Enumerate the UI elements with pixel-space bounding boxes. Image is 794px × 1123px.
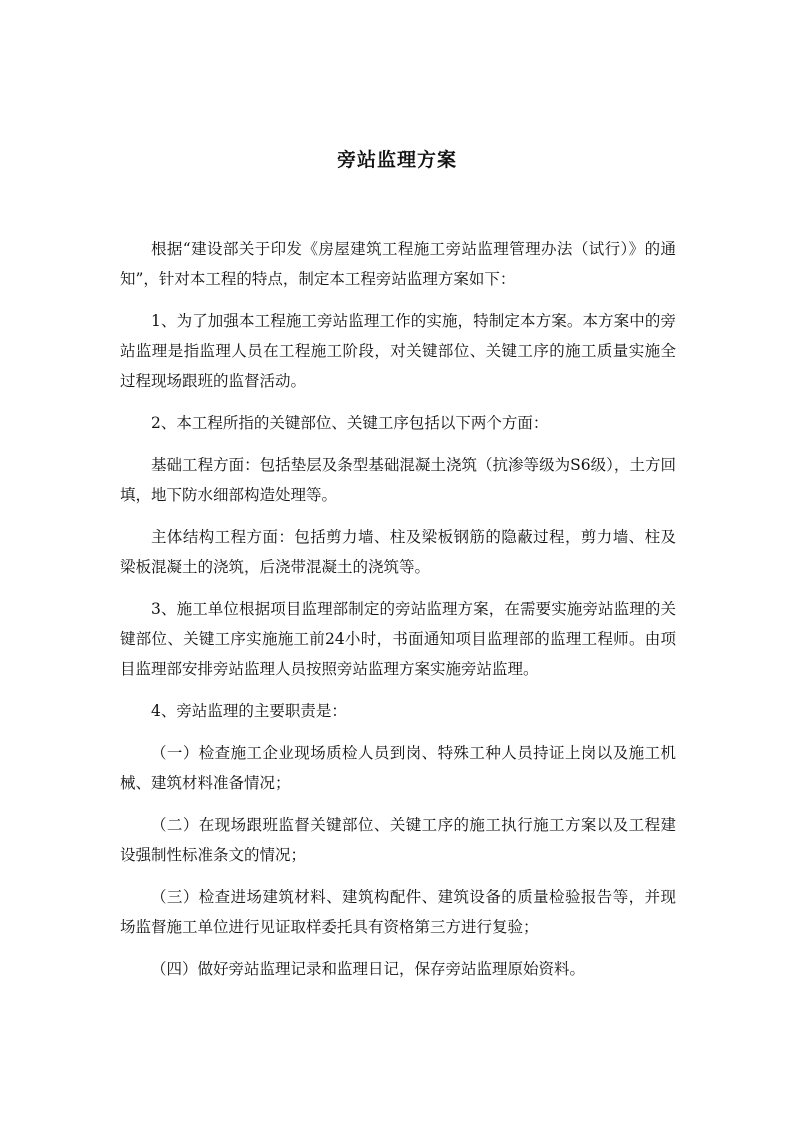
paragraph-intro: 根据“建设部关于印发《房屋建筑工程施工旁站监理管理办法（试行）》的通知”，针对本工程的特点，制定本工程旁站监理方案如下： [120, 240, 676, 288]
document-body [120, 234, 676, 996]
paragraph-item-3: 3、施工单位根据项目监理部制定的旁站监理方案，在需要实施旁站监理的关键部位、关键工序实施施工前24小时，书面通知项目监理部的监理工程师。由项目监理部安排旁站监理人员按照旁站监理方案实施旁站监理。 [120, 600, 676, 678]
paragraph-duty-4: （四）做好旁站监理记录和监理日记，保存旁站监理原始资料。 [151, 960, 586, 978]
paragraph-item-1: 1、为了加强本工程施工旁站监理工作的实施，特制定本方案。本方案中的旁站监理是指监理人员在工程施工阶段，对关键部位、关键工序的施工质量实施全过程现场跟班的监督活动。 [120, 312, 676, 390]
paragraph-duty-2: （二）在现场跟班监督关键部位、关键工序的施工执行施工方案以及工程建设强制性标准条文的情况； [120, 816, 676, 864]
paragraph-foundation: 基础工程方面：包括垫层及条型基础混凝土浇筑（抗渗等级为S6级），土方回填，地下防水细部构造处理等。 [120, 456, 676, 504]
paragraph-item-4: 4、旁站监理的主要职责是： [151, 702, 347, 720]
paragraph-duty-1: （一）检查施工企业现场质检人员到岗、特殊工种人员持证上岗以及施工机械、建筑材料准备情况； [120, 744, 676, 792]
paragraph-item-2: 2、本工程所指的关键部位、关键工序包括以下两个方面： [151, 414, 549, 432]
paragraph-duty-3: （三）检查进场建筑材料、建筑构配件、建筑设备的质量检验报告等，并现场监督施工单位进行见证取样委托具有资格第三方进行复验； [120, 888, 676, 936]
paragraph-main-structure: 主体结构工程方面：包括剪力墙、柱及梁板钢筋的隐蔽过程，剪力墙、柱及梁板混凝土的浇筑，后浇带混凝土的浇筑等。 [120, 528, 676, 576]
document-title: 旁站监理方案 [336, 149, 457, 171]
